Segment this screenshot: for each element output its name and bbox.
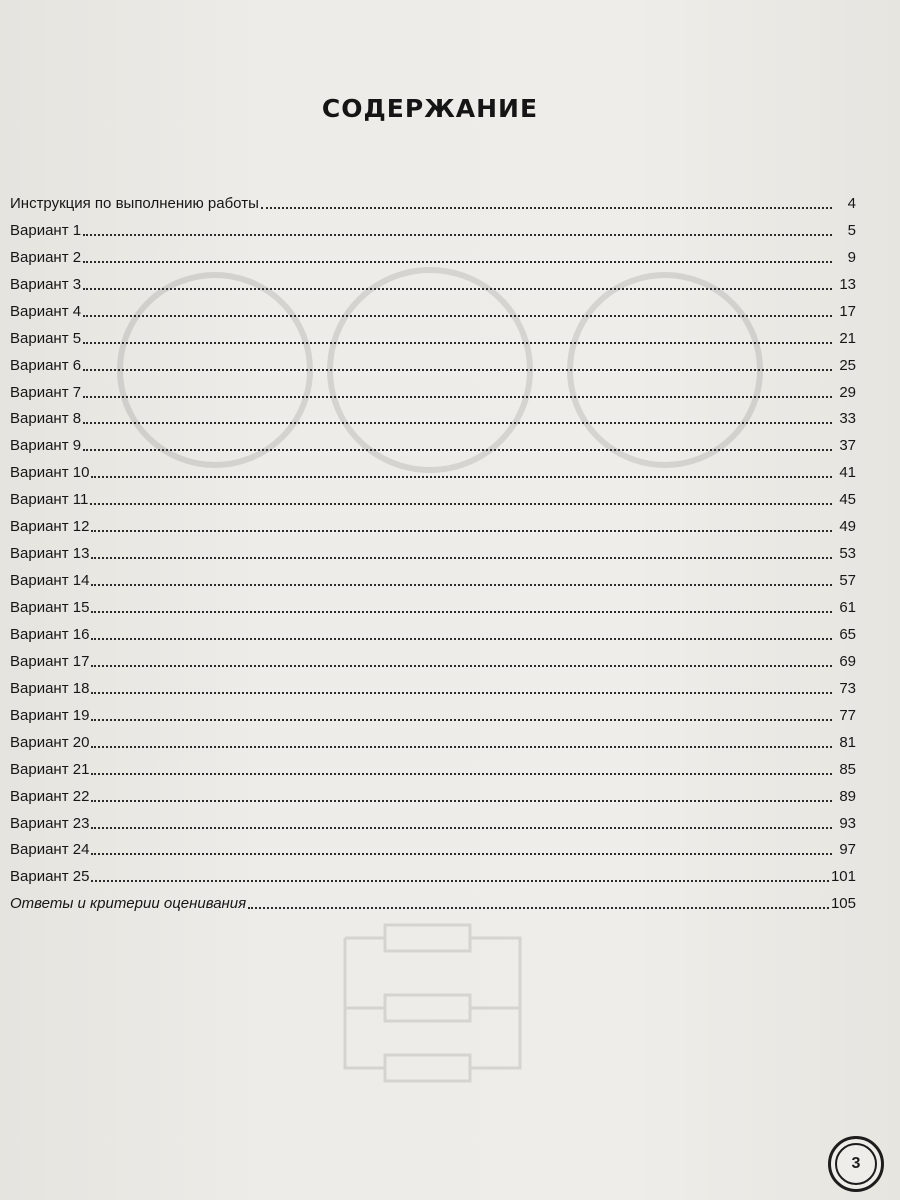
dot-leader bbox=[91, 638, 832, 640]
toc-entry-page: 33 bbox=[839, 410, 856, 428]
dot-leader bbox=[248, 907, 829, 909]
dot-leader bbox=[91, 800, 832, 802]
toc-entry-page: 77 bbox=[839, 706, 856, 724]
toc-entry[interactable] bbox=[10, 294, 856, 321]
toc-entry-label: Вариант 1 bbox=[10, 221, 82, 239]
toc-entry-page: 17 bbox=[839, 302, 856, 320]
toc-entry[interactable] bbox=[10, 671, 856, 698]
toc-entry-page: 5 bbox=[847, 221, 856, 239]
toc-entry-label: Вариант 25 bbox=[10, 868, 90, 886]
toc-entry-label: Вариант 18 bbox=[10, 679, 90, 697]
dot-leader bbox=[91, 853, 832, 855]
toc-entry-page: 65 bbox=[839, 625, 856, 643]
toc-entry-label: Вариант 21 bbox=[10, 760, 90, 778]
toc-entry-page: 105 bbox=[830, 895, 856, 913]
toc-entry-label: Ответы и критерии оценивания bbox=[10, 895, 247, 913]
dot-leader bbox=[83, 234, 832, 236]
toc-entry[interactable] bbox=[10, 402, 856, 429]
toc-entry-label: Вариант 10 bbox=[10, 464, 90, 482]
toc-entry[interactable] bbox=[10, 859, 856, 886]
toc-entry[interactable] bbox=[10, 752, 856, 779]
toc-entry-label: Вариант 2 bbox=[10, 248, 82, 266]
toc-entry-label: Вариант 13 bbox=[10, 545, 90, 563]
toc-entry[interactable] bbox=[10, 240, 856, 267]
toc-entry-page: 41 bbox=[839, 464, 856, 482]
toc-entry[interactable] bbox=[10, 644, 856, 671]
toc-entry[interactable] bbox=[10, 321, 856, 348]
dot-leader bbox=[83, 396, 832, 398]
toc-entry-label: Вариант 20 bbox=[10, 733, 90, 751]
dot-leader bbox=[91, 530, 832, 532]
toc-entry[interactable] bbox=[10, 509, 856, 536]
toc-entry-label: Вариант 6 bbox=[10, 356, 82, 374]
dot-leader bbox=[91, 611, 832, 613]
toc-entry[interactable] bbox=[10, 348, 856, 375]
toc-entry-page: 4 bbox=[847, 194, 856, 212]
dot-leader bbox=[83, 261, 832, 263]
dot-leader bbox=[91, 665, 832, 667]
toc-entry-label: Инструкция по выполнению работы bbox=[10, 194, 259, 212]
dot-leader bbox=[91, 557, 832, 559]
toc-entry-label: Вариант 14 bbox=[10, 572, 90, 590]
toc-entry-label: Вариант 23 bbox=[10, 814, 90, 832]
toc-entry-label: Вариант 16 bbox=[10, 625, 90, 643]
toc-entry[interactable] bbox=[10, 617, 856, 644]
toc-entry[interactable] bbox=[10, 833, 856, 860]
page-number-badge bbox=[828, 1136, 884, 1192]
toc-entry-page: 89 bbox=[839, 787, 856, 805]
dot-leader bbox=[261, 207, 832, 209]
toc-entry[interactable] bbox=[10, 563, 856, 590]
toc-entry-label: Вариант 5 bbox=[10, 329, 82, 347]
table-of-contents bbox=[10, 186, 856, 913]
dot-leader bbox=[83, 342, 832, 344]
toc-entry-page: 93 bbox=[839, 814, 856, 832]
toc-entry-page: 81 bbox=[839, 733, 856, 751]
toc-entry-label: Вариант 17 bbox=[10, 652, 90, 670]
toc-entry[interactable] bbox=[10, 698, 856, 725]
toc-entry-page: 97 bbox=[839, 841, 856, 859]
dot-leader bbox=[83, 369, 832, 371]
toc-entry-page: 57 bbox=[839, 572, 856, 590]
dot-leader bbox=[91, 827, 832, 829]
toc-entry-page: 53 bbox=[839, 545, 856, 563]
toc-entry-page: 9 bbox=[847, 248, 856, 266]
toc-entry-label: Вариант 3 bbox=[10, 275, 82, 293]
toc-entry[interactable] bbox=[10, 213, 856, 240]
toc-entry-page: 37 bbox=[839, 437, 856, 455]
toc-entry[interactable] bbox=[10, 455, 856, 482]
toc-entry-page: 101 bbox=[830, 868, 856, 886]
toc-entry-page: 45 bbox=[839, 491, 856, 509]
toc-entry-label: Вариант 9 bbox=[10, 437, 82, 455]
toc-entry-label: Вариант 12 bbox=[10, 518, 90, 536]
toc-entry-label: Вариант 8 bbox=[10, 410, 82, 428]
toc-entry[interactable] bbox=[10, 482, 856, 509]
toc-entry[interactable] bbox=[10, 806, 856, 833]
dot-leader bbox=[91, 746, 832, 748]
toc-entry-label: Вариант 15 bbox=[10, 599, 90, 616]
toc-entry-label: Вариант 24 bbox=[10, 841, 90, 859]
page-title: СОДЕРЖАНИЕ bbox=[321, 94, 539, 123]
dot-leader bbox=[91, 719, 832, 721]
toc-entry-label: Вариант 22 bbox=[10, 787, 90, 805]
dot-leader bbox=[91, 584, 832, 586]
toc-entry[interactable] bbox=[10, 267, 856, 294]
dot-leader bbox=[91, 692, 832, 694]
toc-entry[interactable] bbox=[10, 590, 856, 617]
toc-entry-page: 85 bbox=[839, 760, 856, 778]
dot-leader bbox=[91, 476, 832, 478]
toc-entry[interactable] bbox=[10, 779, 856, 806]
toc-entry[interactable] bbox=[10, 428, 856, 455]
toc-entry-page: 61 bbox=[839, 599, 856, 616]
toc-entry[interactable] bbox=[10, 375, 856, 402]
toc-entry-page: 69 bbox=[839, 652, 856, 670]
toc-entry[interactable] bbox=[10, 886, 856, 913]
dot-leader bbox=[90, 503, 832, 505]
toc-entry-label: Вариант 4 bbox=[10, 302, 82, 320]
toc-entry-page: 25 bbox=[839, 356, 856, 374]
toc-entry-label: Вариант 19 bbox=[10, 706, 90, 724]
toc-entry-page: 49 bbox=[839, 518, 856, 536]
toc-entry-label: Вариант 7 bbox=[10, 383, 82, 401]
toc-entry-page: 13 bbox=[839, 275, 856, 293]
toc-entry-page: 21 bbox=[839, 329, 856, 347]
toc-entry-page: 73 bbox=[839, 679, 856, 697]
dot-leader bbox=[83, 449, 832, 451]
toc-entry[interactable] bbox=[10, 536, 856, 563]
toc-entry-page: 29 bbox=[839, 383, 856, 401]
dot-leader bbox=[83, 422, 832, 424]
page-number: 3 bbox=[835, 1143, 877, 1185]
toc-entry-label: Вариант 11 bbox=[10, 491, 89, 509]
toc-entry[interactable] bbox=[10, 725, 856, 752]
toc-entry[interactable] bbox=[10, 186, 856, 213]
dot-leader bbox=[91, 773, 832, 775]
dot-leader bbox=[91, 880, 829, 882]
dot-leader bbox=[83, 288, 832, 290]
dot-leader bbox=[83, 315, 832, 317]
